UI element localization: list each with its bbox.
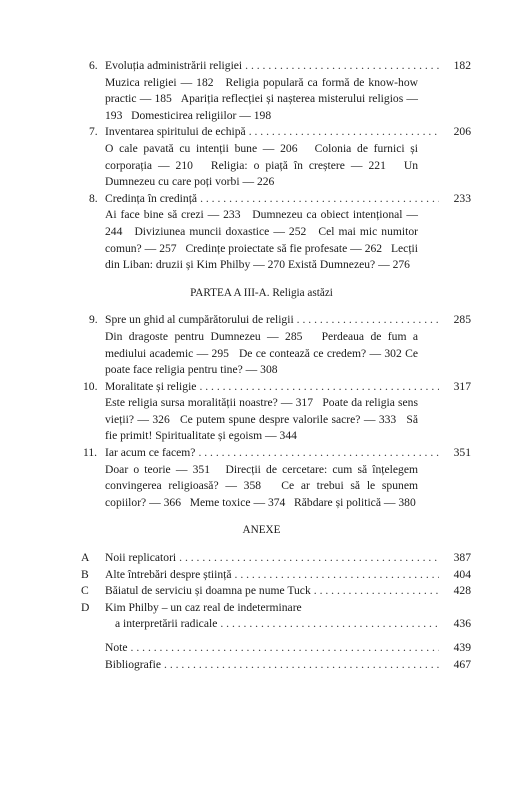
page-number: 428 <box>453 584 471 598</box>
subsection: Poate da religia sens vieții? — 326 <box>105 396 418 426</box>
page-number: 404 <box>453 567 471 581</box>
page-number: 206 <box>453 125 471 139</box>
annex-title-continued: a interpretării radicale <box>115 617 218 631</box>
toc-chapter-6[interactable] <box>0 58 522 124</box>
chapter-number: 11. <box>83 446 98 460</box>
toc-bibliography[interactable] <box>0 657 522 674</box>
chapter-number: 10. <box>83 379 98 393</box>
subsections <box>105 75 418 125</box>
subsection: Ce putem spune despre valorile sacre? — 333 <box>179 412 397 426</box>
chapter-title: Inventarea spiritului de echipă <box>105 125 246 139</box>
dot-leader <box>297 312 439 329</box>
subsection: Diviziunea muncii doxastice — 252 <box>134 224 307 238</box>
subsection: Direcții de cercetare: cum să înțelegem convingerea religioasă? — 358 <box>105 462 419 493</box>
annex-title: Băiatul de serviciu și doamna pe nume Tuck <box>105 584 311 598</box>
dot-leader <box>220 616 439 633</box>
annex-letter: D <box>81 600 90 614</box>
chapter-title: Spre un ghid al cumpărătorului de religii <box>105 313 294 327</box>
part-3-heading: PARTEA A III-A. Religia astăzi <box>190 286 333 299</box>
subsection: Doar o teorie — 351 <box>105 462 210 476</box>
page-number: 351 <box>453 446 471 460</box>
subsection: Religia: o piață în creștere — 221 <box>210 158 386 172</box>
chapter-title: Evoluția administrării religiei <box>105 59 243 72</box>
subsection: Dumnezeu ca obiect intențional — 244 <box>105 208 418 238</box>
chapter-number: 8. <box>89 191 98 205</box>
dot-leader <box>198 445 439 462</box>
subsection: Răbdare și politică — 380 <box>294 495 416 509</box>
subsection: Perdeaua de fum a mediului academic — 295 <box>105 329 419 360</box>
dot-leader <box>200 191 439 208</box>
back-matter-title: Note <box>105 641 128 654</box>
chapter-number: 7. <box>89 125 98 139</box>
toc-annex-d[interactable] <box>0 600 522 633</box>
subsection: Muzica religiei — 182 <box>105 75 214 89</box>
annex-letter: B <box>81 567 89 581</box>
toc-chapter-7[interactable] <box>0 124 522 190</box>
annex-letter: A <box>81 551 90 565</box>
toc-chapter-8[interactable] <box>0 191 522 274</box>
subsection: Cel mai mic numitor comun? — 257 <box>105 224 418 255</box>
subsection: Apariția reflecției și nașterea misterului religios — 193 <box>105 92 418 122</box>
subsections <box>105 141 418 191</box>
chapter-title: Moralitate și religie <box>105 379 197 393</box>
subsection: Religia populară ca formă de know-how practic — 185 <box>105 75 419 106</box>
subsection: Colonia de furnici și corporația — 210 <box>105 141 418 172</box>
subsection: Meme toxice — 374 <box>189 495 286 509</box>
chapter-title: Iar acum ce facem? <box>105 446 196 460</box>
annex-title: Kim Philby – un caz real de indeterminare <box>105 600 302 614</box>
back-matter-title: Bibliografie <box>105 657 162 671</box>
chapter-number: 6. <box>89 59 98 72</box>
subsection: Lecții din Liban: druzii și Kim Philby — 270 <box>105 241 418 272</box>
annex-title: Alte întrebări despre știință <box>105 567 232 581</box>
page-number: 436 <box>453 617 471 631</box>
subsection: Un Dumnezeu cu care poți vorbi — 226 <box>105 158 418 189</box>
subsection: De ce contează ce credem? — 302 <box>238 346 402 360</box>
subsection: Ce poate face religia pentru tine? — 308 <box>105 346 418 377</box>
page-number: 467 <box>453 657 471 671</box>
table-of-contents <box>0 58 522 673</box>
chapter-title: Credința în credință <box>105 191 198 205</box>
annex-letter: C <box>81 584 89 598</box>
toc-chapter-9[interactable] <box>0 312 522 378</box>
page-number: 387 <box>453 551 471 565</box>
subsections <box>105 462 418 512</box>
toc-chapter-10[interactable] <box>0 379 522 445</box>
toc-notes[interactable] <box>0 640 522 657</box>
dot-leader <box>199 379 439 396</box>
annex-heading: ANEXE <box>242 524 281 537</box>
chapter-number: 9. <box>89 313 98 327</box>
subsections <box>105 329 418 379</box>
dot-leader <box>249 124 439 141</box>
subsection: Domesticirea religiilor — 198 <box>131 108 272 122</box>
page-number: 317 <box>453 379 471 393</box>
page-number: 182 <box>453 59 471 72</box>
page-number: 233 <box>453 191 471 205</box>
dot-leader <box>245 58 439 75</box>
subsection: Să fie primit! Spiritualitate și egoism — 344 <box>105 412 418 443</box>
toc-annex-b[interactable] <box>0 567 522 584</box>
subsections <box>105 207 418 273</box>
dot-leader <box>164 657 439 674</box>
subsection: Ai face bine să crezi — 233 <box>105 208 241 222</box>
dot-leader <box>179 550 439 567</box>
toc-annex-c[interactable] <box>0 583 522 600</box>
page-number: 439 <box>453 641 471 654</box>
subsection: Este religia sursa moralității noastre? — 317 <box>105 396 313 410</box>
dot-leader <box>131 640 439 657</box>
subsection: O cale pavată cu intenții bune — 206 <box>105 141 298 155</box>
subsection: Există Dumnezeu? — 276 <box>287 258 410 272</box>
page-number: 285 <box>453 313 471 327</box>
subsections <box>105 395 418 445</box>
subsection: Credințe proiectate să fie profesate — 262 <box>185 241 383 255</box>
dot-leader <box>235 567 439 584</box>
toc-annex-a[interactable] <box>0 550 522 567</box>
annex-title: Noii replicatori <box>105 551 177 565</box>
dot-leader <box>314 583 439 600</box>
subsection: Ce ar trebui să le spunem copiilor? — 366 <box>105 479 418 509</box>
toc-chapter-11[interactable] <box>0 445 522 511</box>
subsection: Din dragoste pentru Dumnezeu — 285 <box>105 329 303 343</box>
